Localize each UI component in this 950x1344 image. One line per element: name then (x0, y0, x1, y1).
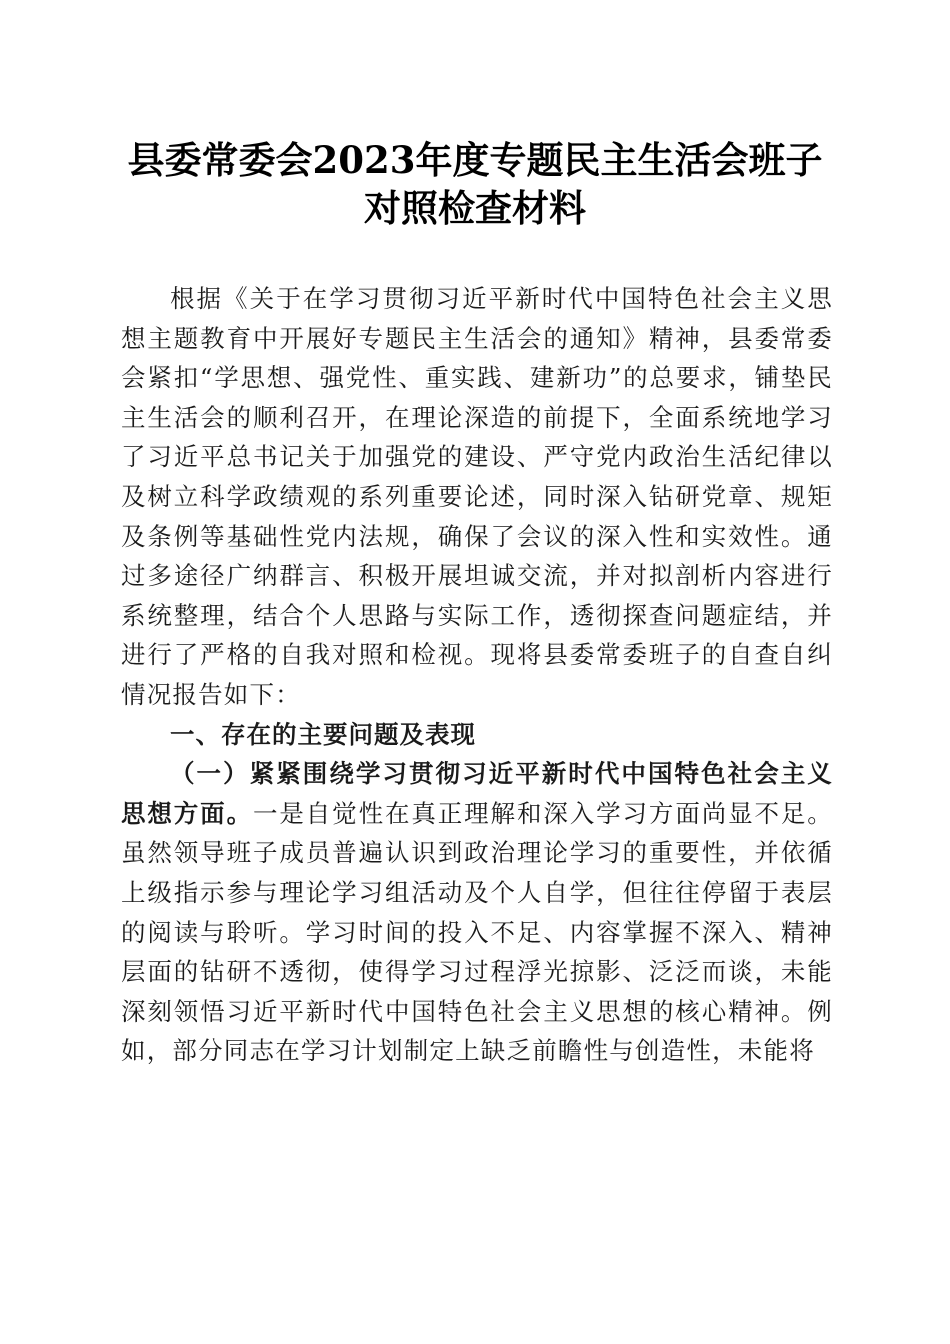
subsection-heading: （一）紧紧围绕学习贯彻习近平新时代中国特色社会主义思想方面。 (121, 759, 833, 828)
document-body (121, 279, 833, 1071)
document-title: 县委常委会2023年度专题民主生活会班子对照检查材料 (127, 138, 823, 230)
section-heading: 一、存在的主要问题及表现 (170, 719, 476, 749)
subsection-body: 一是自觉性在真正理解和深入学习方面尚显不足。虽然领导班子成员普遍认识到政治理论学习的重要性，并依循上级指示参与理论学习组活动及个人自学，但往往停留于表层的阅读与聆听。学习时间的投入不足、内容掌握不深入、精神层面的钻研不透彻，使得学习过程浮光掠影、泛泛而谈，未能深刻领悟习近平新时代中国特色社会主义思想的核心精神。例如，部分同志在学习计划制定上缺乏前瞻性与创造性，未能将 (121, 798, 833, 1066)
subsection-paragraph (121, 754, 833, 1071)
intro-paragraph: 根据《关于在学习贯彻习近平新时代中国特色社会主义思想主题教育中开展好专题民主生活会的通知》精神，县委常委会紧扣“学思想、强党性、重实践、建新功”的总要求，铺垫民主生活会的顺利召开，在理论深造的前提下，全面系统地学习了习近平总书记关于加强党的建设、严守党内政治生活纪律以及树立科学政绩观的系列重要论述，同时深入钻研党章、规矩及条例等基础性党内法规，确保了会议的深入性和实效性。通过多途径广纳群言、积极开展坦诚交流，并对拟剖析内容进行系统整理，结合个人思路与实际工作，透彻探查问题症结，并进行了严格的自我对照和检视。现将县委常委班子的自查自纠情况报告如下： (121, 284, 833, 709)
